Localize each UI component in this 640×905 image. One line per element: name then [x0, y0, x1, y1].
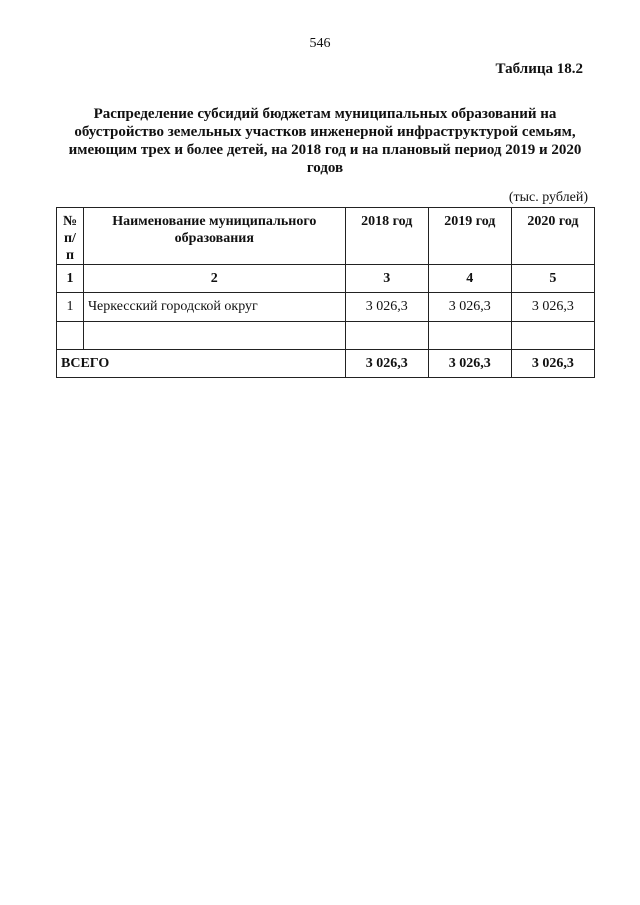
header-num-line-1: № — [62, 214, 78, 229]
table-row — [57, 293, 595, 322]
row-name: Черкесский городской округ — [83, 293, 345, 322]
title-line-1: Распределение субсидий бюджетам муниципальных образований на — [93, 106, 557, 122]
total-value-2019: 3 026,3 — [428, 350, 511, 378]
header-name-line-2: образования — [174, 231, 254, 246]
header-num — [57, 208, 84, 265]
row-value-2018: 3 026,3 — [345, 293, 428, 322]
header-2018: 2018 год — [345, 208, 428, 265]
title-line-4: годов — [306, 160, 344, 176]
row-value-2019: 3 026,3 — [428, 293, 511, 322]
empty-cell — [57, 322, 84, 350]
row-value-2020: 3 026,3 — [511, 293, 594, 322]
header-num-line-2: п/п — [63, 231, 76, 263]
table-label: Таблица 18.2 — [495, 61, 583, 77]
total-value-2020: 3 026,3 — [511, 350, 594, 378]
header-2019: 2019 год — [428, 208, 511, 265]
header-name — [83, 208, 345, 265]
total-label: ВСЕГО — [57, 350, 346, 378]
header-row — [57, 208, 595, 265]
units-note: (тыс. рублей) — [508, 190, 588, 205]
column-index-cell: 5 — [511, 265, 594, 293]
empty-cell — [83, 322, 345, 350]
document-title — [60, 105, 590, 177]
column-index-cell: 1 — [57, 265, 84, 293]
empty-cell — [428, 322, 511, 350]
header-2020: 2020 год — [511, 208, 594, 265]
subsidy-table — [56, 207, 595, 378]
empty-row — [57, 322, 595, 350]
total-row — [57, 350, 595, 378]
title-line-2: обустройство земельных участков инженерной инфраструктурой семьям, — [74, 124, 576, 140]
total-value-2018: 3 026,3 — [345, 350, 428, 378]
column-index-row — [57, 265, 595, 293]
column-index-cell: 3 — [345, 265, 428, 293]
header-name-line-1: Наименование муниципального — [112, 214, 317, 229]
column-index-cell: 2 — [83, 265, 345, 293]
title-line-3: имеющим трех и более детей, на 2018 год и на плановый период 2019 и 2020 — [68, 142, 582, 158]
column-index-cell: 4 — [428, 265, 511, 293]
page-number: 546 — [309, 36, 331, 51]
row-num: 1 — [57, 293, 84, 322]
empty-cell — [511, 322, 594, 350]
empty-cell — [345, 322, 428, 350]
